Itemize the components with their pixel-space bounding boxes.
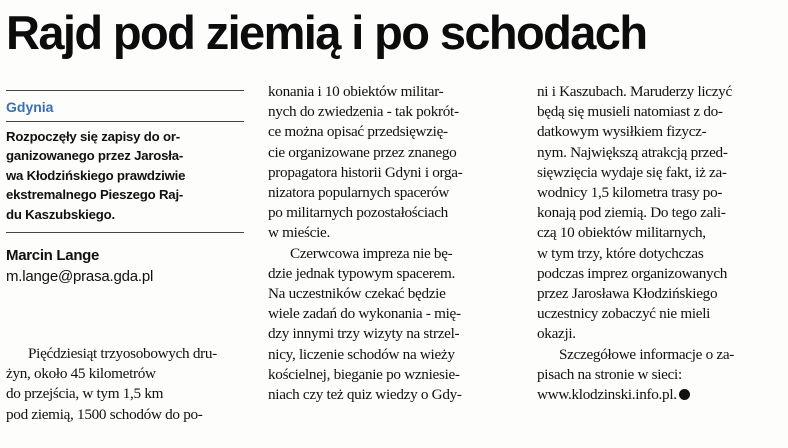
body-line: Na uczestników czekać będzie: [268, 285, 446, 303]
body-line: kościelnej, bieganie po wzniesie-: [268, 365, 460, 383]
body-line: ni i Kaszubach. Maruderzy liczyć: [537, 83, 732, 100]
body-line: żyn, około 45 kilometrów: [6, 365, 156, 383]
body-line: będą się musieli natomiast z do-: [537, 103, 723, 121]
body-line: dzie jednak typowym spacerem.: [268, 264, 455, 282]
body-line: [268, 244, 504, 264]
article-headline: Rajd pod ziemią i po schodach: [6, 6, 647, 59]
section-label: Gdynia: [6, 99, 54, 115]
body-line: wodnicy 1,5 kilometra trasy po-: [537, 184, 723, 202]
body-line: w tym trzy, które dotychczas: [537, 244, 704, 262]
lead-line: wa Kłodzińskiego prawdziwie: [6, 167, 186, 183]
body-line: niach czy też quiz wiedzy o Gdy-: [268, 386, 462, 404]
author-name: Marcin Lange: [6, 247, 100, 265]
body-line: wiele zadań do wykonania - mię-: [268, 305, 461, 323]
body-line: ce można opisać przedsięwzię-: [268, 123, 448, 141]
body-line: do przejścia, w tym 1,5 km: [6, 385, 164, 403]
body-line: w mieście.: [268, 224, 330, 242]
body-line: propagatora historii Gdyni i orga-: [268, 163, 463, 181]
lead-line: Rozpoczęły się zapisy do or-: [6, 129, 180, 144]
body-line: konają pod ziemią. Do tego zali-: [537, 204, 726, 222]
body-text: www.klodzinski.info.pl.: [537, 386, 677, 404]
body-line: nych do zwiedzenia - tak pokrót-: [268, 103, 459, 121]
body-line: datkowym wysiłkiem fizycz-: [537, 123, 707, 141]
body-line: konania i 10 obiektów militar-: [268, 83, 444, 100]
column-1: [6, 90, 244, 285]
body-line: po militarnych pozostałościach: [268, 204, 448, 222]
body-line: okazji.: [537, 325, 576, 343]
lead-line: du Kaszubskiego.: [6, 206, 115, 222]
body-line: nizatora popularnych spacerów: [268, 184, 450, 202]
lead-line: ekstremalnego Pieszego Raj-: [6, 187, 184, 203]
column-1-body: [6, 344, 256, 425]
body-line: dzy innymi trzy wizyty na strzel-: [268, 325, 460, 343]
section-rule-top: [6, 90, 244, 91]
body-line: nym. Największą atrakcją przed-: [537, 143, 728, 161]
body-text: Szczegółowe informacje o za-: [559, 345, 735, 363]
body-line: podczas imprez organizowanych: [537, 264, 728, 282]
body-line: uczestnicy zobaczyć nie mieli: [537, 305, 711, 323]
column-3: [537, 82, 777, 405]
body-line: [6, 344, 256, 364]
lead-paragraph: [6, 122, 244, 232]
body-line: nicy, liczenie schodów na wieży: [268, 345, 455, 363]
lead-line: ganizowanego przez Jarosła-: [6, 148, 184, 164]
author-rule: [6, 232, 244, 233]
body-line: pod ziemią, 1500 schodów do po-: [6, 405, 203, 423]
body-line: pisach na stronie w sieci:: [537, 365, 682, 383]
body-line: przez Jarosława Kłodzińskiego: [537, 285, 718, 303]
body-line: czą 10 obiektów militarnych,: [537, 224, 706, 242]
column-2: [268, 82, 504, 405]
end-of-article-dot-icon: [679, 389, 690, 400]
body-line: [537, 345, 777, 365]
body-line: [537, 385, 777, 405]
body-text: Czerwcowa impreza nie bę-: [290, 244, 453, 262]
author-email: m.lange@prasa.gda.pl: [6, 268, 154, 286]
body-line: cie organizowane przez znanego: [268, 143, 457, 161]
body-text: Pięćdziesiąt trzyosobowych dru-: [28, 345, 217, 362]
body-line: sięwzięcia wydaje się fakt, iż za-: [537, 163, 727, 181]
